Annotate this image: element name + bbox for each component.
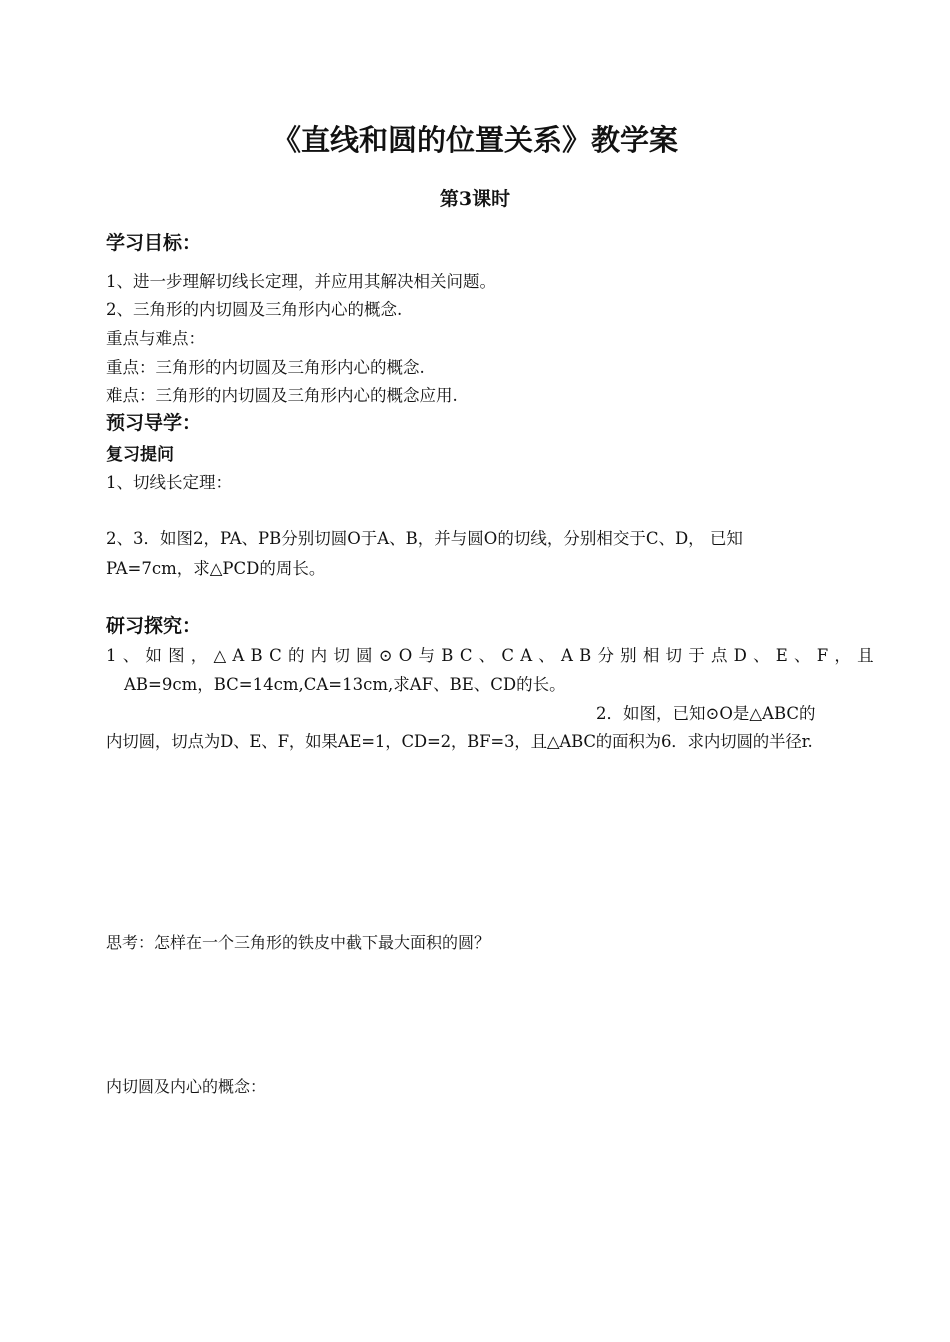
difficulty-point: 难点：三角形的内切圆及三角形内心的概念应用. bbox=[106, 386, 458, 405]
concept-prompt: 内切圆及内心的概念： bbox=[106, 1077, 267, 1096]
explore-question-1-line-2: AB=9cm，BC=14cm,CA=13cm,求AF、BE、CD的长。 bbox=[124, 675, 566, 694]
document-title: 《直线和圆的位置关系》教学案 bbox=[271, 123, 678, 157]
key-difficulty-label: 重点与难点： bbox=[106, 329, 205, 348]
thinking-question: 思考：怎样在一个三角形的铁皮中截下最大面积的圆？ bbox=[106, 933, 491, 952]
key-point: 重点：三角形的内切圆及三角形内心的概念. bbox=[106, 358, 425, 377]
review-question-1: 1、切线长定理： bbox=[106, 473, 232, 492]
explore-heading: 研习探究： bbox=[106, 615, 202, 637]
lesson-subtitle: 第3课时 bbox=[439, 188, 511, 210]
objective-item-1: 1、进一步理解切线长定理，并应用其解决相关问题。 bbox=[106, 272, 496, 291]
objective-item-2: 2、三角形的内切圆及三角形内心的概念. bbox=[106, 300, 403, 319]
explore-question-2-line-2: 内切圆，切点为D、E、F，如果AE=1，CD=2，BF=3，且△ABC的面积为6．求内切圆的半径r. bbox=[106, 732, 813, 751]
preview-heading: 预习导学： bbox=[106, 412, 202, 434]
review-question-2-line-2: PA=7cm，求△PCD的周长。 bbox=[106, 559, 326, 578]
explore-question-1-line-1: 1、如图，△ABC的内切圆⊙O与BC、CA、AB分别相切于点D、E、F，且 bbox=[106, 646, 880, 665]
review-question-2-line-1: 2、3．如图2，PA、PB分别切圆O于A、B，并与圆O的切线，分别相交于C、D， 已知 bbox=[106, 529, 743, 548]
review-heading: 复习提问 bbox=[106, 445, 174, 465]
explore-question-2-line-1: 2．如图，已知⊙O是△ABC的 bbox=[596, 704, 816, 723]
objectives-heading: 学习目标： bbox=[106, 232, 202, 254]
